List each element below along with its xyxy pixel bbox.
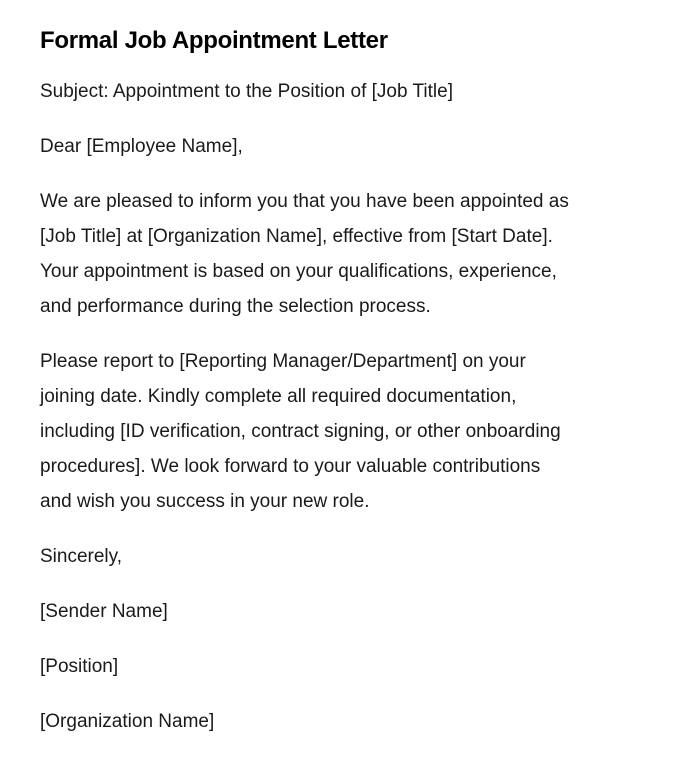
body-paragraph-1 (40, 184, 650, 324)
paragraph-line: procedures]. We look forward to your valuable contributions (40, 456, 541, 477)
paragraph-line: including [ID verification, contract signing, or other onboarding (40, 421, 561, 442)
sender-name: [Sender Name] (40, 601, 168, 622)
paragraph-line: We are pleased to inform you that you have been appointed as (40, 191, 569, 212)
paragraph-line: Your appointment is based on your qualifications, experience, (40, 261, 557, 282)
paragraph-line: and wish you success in your new role. (40, 491, 370, 512)
sender-position: [Position] (40, 656, 119, 677)
closing: Sincerely, (40, 546, 123, 567)
paragraph-line: [Job Title] at [Organization Name], effective from [Start Date]. (40, 226, 553, 247)
document-title: Formal Job Appointment Letter (40, 27, 388, 54)
paragraph-line: joining date. Kindly complete all required documentation, (40, 386, 517, 407)
subject-line: Subject: Appointment to the Position of [Job Title] (40, 81, 453, 102)
sender-organization: [Organization Name] (40, 711, 215, 732)
paragraph-line: Please report to [Reporting Manager/Department] on your (40, 351, 526, 372)
paragraph-line: and performance during the selection process. (40, 296, 431, 317)
body-paragraph-2 (40, 344, 650, 519)
greeting: Dear [Employee Name], (40, 136, 243, 157)
